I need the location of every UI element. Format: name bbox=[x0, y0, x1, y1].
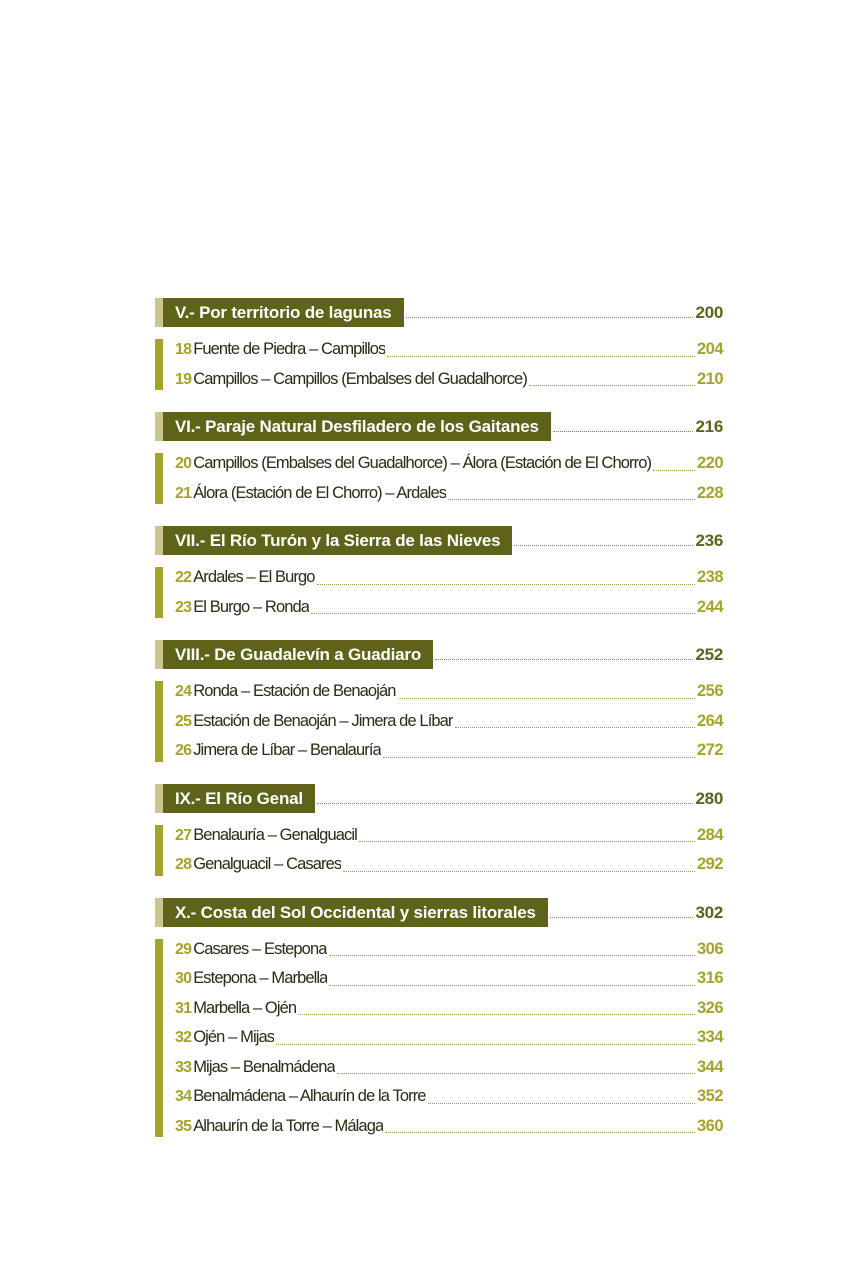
dot-leader bbox=[398, 698, 695, 699]
list-item[interactable] bbox=[175, 677, 723, 707]
table-of-contents bbox=[155, 298, 723, 1159]
dot-leader bbox=[359, 841, 695, 842]
entry-list bbox=[155, 677, 723, 766]
entry-list-bar bbox=[155, 339, 163, 390]
list-item[interactable] bbox=[175, 1023, 723, 1053]
route-number: 22 bbox=[175, 569, 192, 586]
dot-leader bbox=[383, 757, 695, 758]
route-page-number: 360 bbox=[696, 1116, 723, 1135]
entry-list bbox=[155, 449, 723, 508]
route-number: 29 bbox=[175, 940, 192, 958]
toc-section bbox=[155, 412, 723, 508]
route-number: 32 bbox=[175, 1029, 192, 1046]
dot-leader bbox=[435, 659, 692, 660]
dot-leader bbox=[343, 871, 695, 872]
route-title: Campillos (Embalses del Guadalhorce) – Álora (Estación de El Chorro) bbox=[193, 454, 652, 472]
dot-leader bbox=[387, 356, 695, 357]
dot-leader bbox=[455, 727, 695, 728]
route-page-number: 204 bbox=[696, 340, 723, 358]
section-page-number: 236 bbox=[695, 531, 723, 550]
route-number: 20 bbox=[175, 455, 192, 472]
route-title: Casares – Estepona bbox=[193, 939, 327, 958]
toc-section bbox=[155, 898, 723, 1142]
route-title: Benalmádena – Alhaurín de la Torre bbox=[193, 1087, 426, 1105]
route-page-number: 264 bbox=[696, 711, 723, 730]
section-header-stripe bbox=[155, 784, 163, 813]
dot-leader bbox=[311, 613, 695, 614]
dot-leader bbox=[448, 499, 695, 500]
entry-list-bar bbox=[155, 453, 163, 504]
section-page-number: 200 bbox=[695, 303, 723, 322]
entry-list-bar bbox=[155, 939, 163, 1138]
section-header[interactable] bbox=[155, 526, 723, 555]
dot-leader bbox=[276, 1044, 695, 1045]
route-page-number: 272 bbox=[696, 741, 723, 759]
route-number: 23 bbox=[175, 598, 192, 616]
section-page-number: 252 bbox=[695, 645, 723, 664]
dot-leader bbox=[653, 470, 695, 471]
route-page-number: 244 bbox=[696, 597, 723, 616]
entry-list bbox=[155, 335, 723, 394]
route-title: Genalguacil – Casares bbox=[193, 855, 342, 873]
toc-section bbox=[155, 298, 723, 394]
list-item[interactable] bbox=[175, 964, 723, 994]
route-number: 28 bbox=[175, 856, 192, 873]
route-number: 18 bbox=[175, 341, 192, 358]
toc-section bbox=[155, 526, 723, 622]
route-number: 34 bbox=[175, 1088, 192, 1105]
list-item[interactable] bbox=[175, 994, 723, 1024]
route-title: Fuente de Piedra – Campillos bbox=[193, 340, 386, 358]
route-title: Benalauría – Genalguacil bbox=[193, 825, 357, 844]
route-title: Mijas – Benalmádena bbox=[193, 1057, 335, 1076]
list-item[interactable] bbox=[175, 335, 723, 365]
route-title: Ojén – Mijas bbox=[193, 1028, 275, 1046]
entry-list-bar bbox=[155, 567, 163, 618]
route-number: 30 bbox=[175, 970, 192, 987]
route-title: Álora (Estación de El Chorro) – Ardales bbox=[193, 483, 447, 502]
section-header[interactable] bbox=[155, 298, 723, 327]
section-title: IX.- El Río Genal bbox=[163, 784, 315, 813]
entry-list bbox=[155, 821, 723, 880]
section-header-stripe bbox=[155, 640, 163, 669]
list-item[interactable] bbox=[175, 1082, 723, 1112]
route-title: Ardales – El Burgo bbox=[193, 568, 315, 586]
section-title: V.- Por territorio de lagunas bbox=[163, 298, 404, 327]
route-number: 26 bbox=[175, 742, 192, 759]
section-page-number: 216 bbox=[695, 417, 723, 436]
section-header[interactable] bbox=[155, 898, 723, 927]
list-item[interactable] bbox=[175, 365, 723, 395]
list-item[interactable] bbox=[175, 563, 723, 593]
route-page-number: 344 bbox=[696, 1057, 723, 1076]
route-title: Ronda – Estación de Benaoján bbox=[193, 682, 396, 700]
list-item[interactable] bbox=[175, 449, 723, 479]
dot-leader bbox=[298, 1014, 695, 1015]
section-header-stripe bbox=[155, 526, 163, 555]
dot-leader bbox=[385, 1132, 695, 1133]
route-title: El Burgo – Ronda bbox=[193, 597, 310, 616]
dot-leader bbox=[317, 803, 693, 804]
list-item[interactable] bbox=[175, 821, 723, 851]
route-title: Estepona – Marbella bbox=[193, 969, 328, 987]
section-header[interactable] bbox=[155, 784, 723, 813]
section-page-number: 302 bbox=[695, 902, 723, 922]
section-page-number: 280 bbox=[695, 788, 723, 808]
route-number: 33 bbox=[175, 1058, 192, 1076]
list-item[interactable] bbox=[175, 850, 723, 880]
entry-list-bar bbox=[155, 681, 163, 762]
route-page-number: 334 bbox=[696, 1028, 723, 1046]
route-page-number: 256 bbox=[696, 682, 723, 700]
list-item[interactable] bbox=[175, 1112, 723, 1142]
section-header[interactable] bbox=[155, 412, 723, 441]
route-page-number: 306 bbox=[696, 939, 723, 958]
section-title: VII.- El Río Turón y la Sierra de las Nieves bbox=[163, 526, 512, 555]
dot-leader bbox=[329, 985, 695, 986]
route-title: Jimera de Líbar – Benalauría bbox=[193, 741, 381, 759]
route-number: 35 bbox=[175, 1117, 192, 1135]
route-page-number: 292 bbox=[696, 855, 723, 873]
route-number: 25 bbox=[175, 712, 192, 730]
dot-leader bbox=[329, 955, 695, 956]
route-page-number: 220 bbox=[696, 454, 723, 472]
route-page-number: 228 bbox=[696, 483, 723, 502]
route-page-number: 352 bbox=[696, 1087, 723, 1105]
section-title: VI.- Paraje Natural Desfiladero de los Gaitanes bbox=[163, 412, 551, 441]
route-page-number: 316 bbox=[696, 969, 723, 987]
dot-leader bbox=[337, 1073, 695, 1074]
route-title: Estación de Benaoján – Jimera de Líbar bbox=[193, 711, 453, 730]
route-page-number: 326 bbox=[696, 998, 723, 1017]
route-title: Alhaurín de la Torre – Málaga bbox=[193, 1116, 384, 1135]
list-item[interactable] bbox=[175, 935, 723, 965]
dot-leader bbox=[514, 545, 692, 546]
toc-section bbox=[155, 784, 723, 880]
section-title: X.- Costa del Sol Occidental y sierras litorales bbox=[163, 898, 548, 927]
list-item[interactable] bbox=[175, 707, 723, 737]
list-item[interactable] bbox=[175, 593, 723, 623]
dot-leader bbox=[406, 317, 693, 318]
section-header-stripe bbox=[155, 412, 163, 441]
route-number: 21 bbox=[175, 484, 192, 502]
entry-list bbox=[155, 935, 723, 1142]
route-title: Campillos – Campillos (Embalses del Guadalhorce) bbox=[193, 369, 527, 388]
route-page-number: 210 bbox=[696, 369, 723, 388]
entry-list bbox=[155, 563, 723, 622]
list-item[interactable] bbox=[175, 1053, 723, 1083]
route-page-number: 238 bbox=[696, 568, 723, 586]
dot-leader bbox=[428, 1103, 695, 1104]
dot-leader bbox=[553, 431, 693, 432]
route-number: 24 bbox=[175, 683, 192, 700]
dot-leader bbox=[529, 385, 695, 386]
list-item[interactable] bbox=[175, 479, 723, 509]
dot-leader bbox=[550, 917, 693, 918]
route-number: 19 bbox=[175, 370, 192, 388]
section-header[interactable] bbox=[155, 640, 723, 669]
dot-leader bbox=[317, 584, 695, 585]
route-page-number: 284 bbox=[696, 825, 723, 844]
route-number: 31 bbox=[175, 999, 192, 1017]
toc-section bbox=[155, 640, 723, 766]
route-number: 27 bbox=[175, 826, 192, 844]
route-title: Marbella – Ojén bbox=[193, 998, 297, 1017]
section-title: VIII.- De Guadalevín a Guadiaro bbox=[163, 640, 433, 669]
entry-list-bar bbox=[155, 825, 163, 876]
section-header-stripe bbox=[155, 898, 163, 927]
section-header-stripe bbox=[155, 298, 163, 327]
list-item[interactable] bbox=[175, 736, 723, 766]
